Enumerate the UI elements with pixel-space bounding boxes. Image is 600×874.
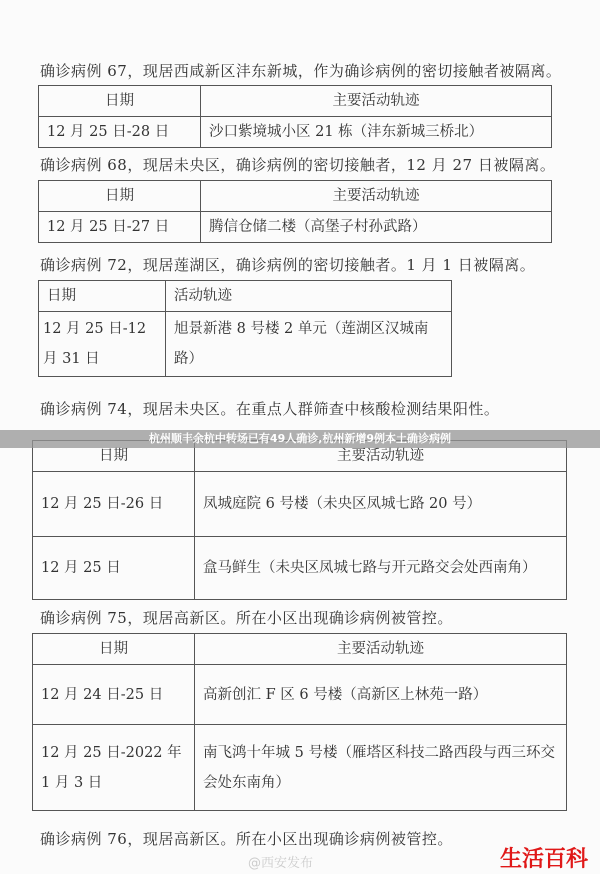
cell-trajectory: 沙口紫境城小区 21 栋（沣东新城三桥北）	[201, 117, 552, 148]
header-trajectory: 主要活动轨迹	[195, 441, 567, 472]
cell-trajectory: 南飞鸿十年城 5 号楼（雁塔区科技二路西段与西三环交会处东南角）	[195, 725, 567, 811]
header-date: 日期	[39, 281, 166, 312]
weibo-watermark: @西安发布	[248, 856, 314, 871]
cell-trajectory: 旭景新港 8 号楼 2 单元（莲湖区汉城南路）	[166, 312, 452, 377]
header-date: 日期	[39, 86, 201, 117]
case-68-table	[38, 180, 552, 243]
header-date: 日期	[33, 634, 195, 665]
cell-date: 12 月 25 日-28 日	[39, 117, 201, 148]
cell-date: 12 月 25 日-2022 年 1 月 3 日	[33, 725, 195, 811]
cell-trajectory: 高新创汇 F 区 6 号楼（高新区上林苑一路）	[195, 665, 567, 725]
case-72-description: 确诊病例 72，现居莲湖区，确诊病例的密切接触者。1 月 1 日被隔离。	[40, 256, 536, 274]
header-date: 日期	[39, 181, 201, 212]
case-68-description: 确诊病例 68，现居未央区，确诊病例的密切接触者，12 月 27 日被隔离。	[40, 156, 556, 174]
case-72-table	[38, 280, 452, 377]
news-title-banner: 杭州顺丰余杭中转场已有49人确诊,杭州新增9例本土确诊病例	[0, 430, 600, 448]
site-logo: 生活百科	[499, 847, 588, 872]
header-trajectory: 活动轨迹	[166, 281, 452, 312]
cell-date: 12 月 25 日-26 日	[33, 472, 195, 537]
case-74-table	[32, 440, 567, 600]
cell-trajectory: 盒马鲜生（未央区凤城七路与开元路交会处西南角）	[195, 537, 567, 600]
case-67-table	[38, 85, 552, 148]
header-trajectory: 主要活动轨迹	[201, 181, 552, 212]
cell-trajectory: 凤城庭院 6 号楼（未央区凤城七路 20 号）	[195, 472, 567, 537]
header-trajectory: 主要活动轨迹	[201, 86, 552, 117]
cell-date: 12 月 25 日-27 日	[39, 212, 201, 243]
case-74-description: 确诊病例 74，现居未央区。在重点人群筛查中核酸检测结果阳性。	[40, 400, 500, 418]
header-trajectory: 主要活动轨迹	[195, 634, 567, 665]
cell-trajectory: 腾信仓储二楼（高堡子村孙武路）	[201, 212, 552, 243]
case-75-description: 确诊病例 75，现居高新区。所在小区出现确诊病例被管控。	[40, 609, 453, 627]
cell-date: 12 月 24 日-25 日	[33, 665, 195, 725]
cell-date: 12 月 25 日-12 月 31 日	[39, 312, 166, 377]
case-67-description: 确诊病例 67，现居西咸新区沣东新城，作为确诊病例的密切接触者被隔离。	[40, 62, 562, 80]
case-76-description: 确诊病例 76，现居高新区。所在小区出现确诊病例被管控。	[40, 830, 453, 848]
cell-date: 12 月 25 日	[33, 537, 195, 600]
case-75-table	[32, 633, 567, 811]
header-date: 日期	[33, 441, 195, 472]
